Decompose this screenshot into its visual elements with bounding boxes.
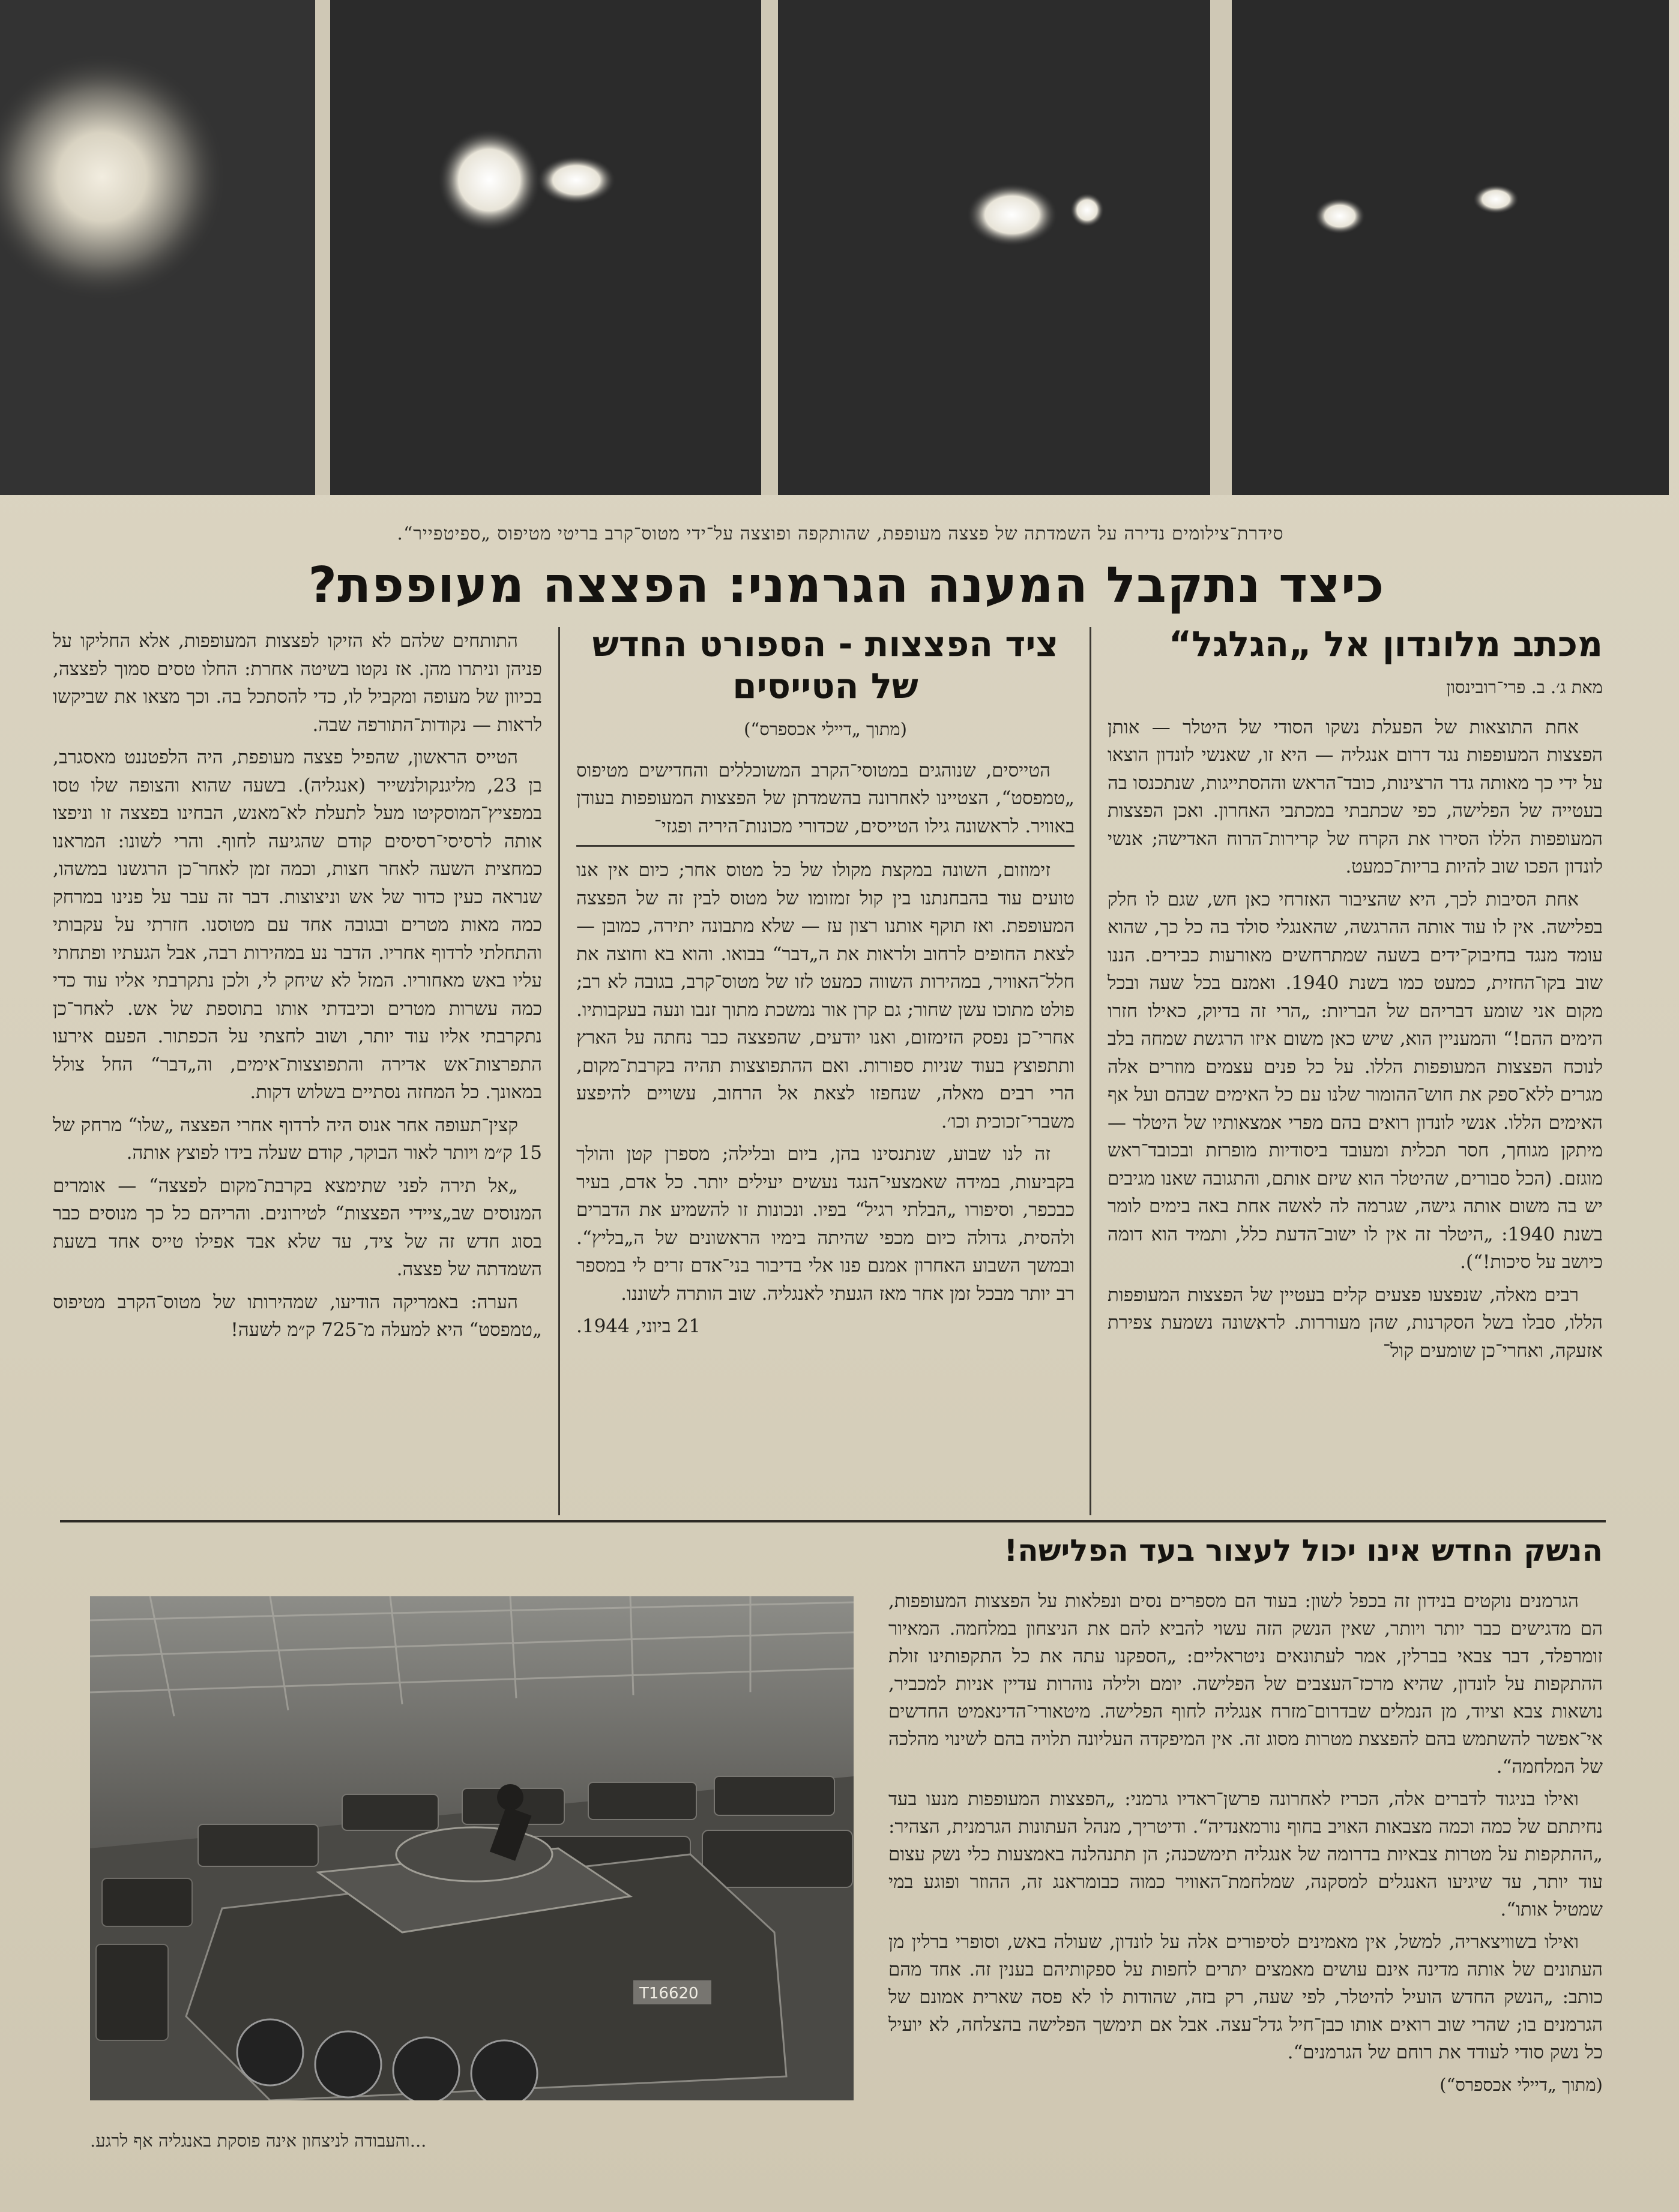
explosion-frame-2 [330, 0, 761, 495]
paragraph: ואילו בשוויצאריה, למשל, אין מאמינים לסיפורים אלה על לונדון, שעולה באש, וסופרי ברלין מן העתונים של אותה מדינה אינם עושים מאמצים יתרים לחפות על ספקותיהם בענין זה. אחד מהם כותב: „הנשק החדש הועיל להיטלר, לפי שעה, רק בזה, שהודות לו לא פסה שארית אמונם של הגרמנים בו; שהרי שוב רואים אותו כבן־חיל גדל־עצה. אבל אם תימשך הפלישה בהצלחה, לא יועיל כל נשק סודי לעודד את רוחם של הגרמנים“. [888, 1931, 1603, 2063]
paragraph: זימוזום, השונה במקצת מקולו של כל מטוס אחר; כיום אין אנו טועים עוד בהבחנתנו בין קול זמזומו של מטוס לבין זה של הפצצה המעופפת. ואז תוקף אותנו רצון עז — שלא מתבונה יתירה, כמובן — לצאת החופים לרחוב ולראות את ה„דבר“ בבואו. והוא בא וחוצה את חלל־האוויר, במהירות השווה כמעט לזו של מטוס־קרב, בגובה לא רב; פולט מתוכו עשן שחור; גם קרן אור נמשכת מתוך זנבו ונעה בעקבותיו. אחרי־כן נפסק הזימזום, ואנו יודעים, שהפצצה כבר נחתה על הארץ ותתפוצץ בעוד שניות ספורות. ואם ההתפוצצות תהיה בקרבת־מקום, הרי רבים מאלה, שנחפזו לצאת אל הרחוב, עשויים להיפצע משברי־זכוכית וכו׳. [576, 859, 1075, 1132]
paragraph: „אל תירה לפני שתימצא בקרבת־מקום לפצצה“ — אומרים המנוסים שב„ציידי הפצצות“ לטירונים. והריהם כל כך מנוסים כבר בסוג חדש זה של ציד, עד שלא אבד אפילו טייס אחד בשעת השמדתה של פצצה. [53, 1174, 542, 1280]
paragraph: הטייס הראשון, שהפיל פצצה מעופפת, היה הלפטננט מאסגרב, בן 23, מליגנקולנשייר (אנגליה). בשעה שהוא והצופה שלו טסו במפציץ־המוסקיטו מעל לתעלת לא־מאנש, הבחינו בפצצה זו וניפצו אותה לרסיסי־רסיסים קודם שהגיעה לחוף. והרי לשונו: המראנו כמחצית השעה לאחר חצות, וכמה זמן לאחר־כן הרגשנו במשהו, שנראה כעין כדור של אש וניצוצות. דבר זה עבר על פנינו במרחק כמה מאות מטרים ובגובה אחד עם מטוסנו. חזרתי על עקבותי והתחלתי לרדוף אחריו. הדבר נע במהירות רבה, אבל הגעתיו ופתחתי עליו באש מאחוריו. המזל לא שיחק לי, ולכן נתקרבתי אליו עוד כדי כמה עשרות מטרים וכיבדתי אותו בתוספת של אש. לאחר־כן נתקרבתי אליו עוד יותר, ושוב לחצתי על הכפתור. הפעם אירעו התפרצות־אש אדירה והתפוצצות־אימים, וה„דבר“ החל צולל במאונך. כל המחזה נסתיים בשלוש דקות. [53, 747, 542, 1103]
photo-strip [0, 0, 1669, 495]
right-column [1108, 623, 1603, 1369]
paragraph: הערה: באמריקה הודיעו, שמהירותו של מטוס־הקרב מטיפוס „טמפסט“ היא למעלה מ־725 ק״מ לשעה! [53, 1291, 542, 1341]
section-divider [60, 1520, 1606, 1522]
date: 21 ביוני, 1944. [576, 1315, 701, 1337]
photo-caption: ...והעבודה לניצחון אינה פוסקת באנגליה אף לרגע. [90, 2130, 427, 2151]
column-divider [558, 627, 560, 1515]
column-divider [1090, 627, 1091, 1515]
tank-marking: T16620 [639, 1985, 699, 2003]
explosion-frame-3 [778, 0, 1210, 495]
paragraph: ואילו בניגוד לדברים אלה, הכריז לאחרונה פרשן־ראדיו גרמני: „הפצצות המעופפות מנעו בעד נחיתתם של כמה וכמה מצבאות האויב בחוף נורמאנדיה“. ודיטריך, מנהל העתונות הגרמנית, הצהיר: „ההתקפות על מטרות צבאיות בדרומה של אנגליה תימשכנה; הן תתנהלנה באמצעות כלי נשק עצום עוד יותר, עד שיגיעו האנגלים למסקנה, שמלחמת־האוויר כמוה כבומראנג זה, ההוזר ופוגע במי שמטיל אותו“. [888, 1788, 1603, 1920]
date-line [576, 1312, 1075, 1341]
middle-column [576, 623, 1075, 1341]
paragraph: הגרמנים נוקטים בנידון זה בכפל לשון: בעוד הם מספרים נסים ונפלאות על הפצצות המעופפות, הם מדגישים כבר יותר ויותר, שאין הנשק הזה עשוי להביא להם את הניצחון במלחמה. המאיור זומרפלד, דבר צבאי בברלין, אמר לעתונאים ניטראליים: „הספקנו עתה את כל התקפותינו זולת ההתקפות על לונדון, שהיא מרכז־העצבים של הפלישה. יומם ולילה נוהרות עדיין אניות למכביר, נושאות צבא וציוד, מן הנמלים שבדרום־מזרח אנגליה לחוף הפלישה. מיטאורי־הדינאמיט החדשים אי־אפשר להשתמש בהם להפצצת מטרות מסוג זה. אין המיפקדה העליונה תלויה בהם לשינוי מהלכה של המלחמה“. [888, 1590, 1603, 1778]
photo-strip-caption: סידרת־צילומים נדירה על השמדתה של פצצה מעופפת, שהותקפה ופוצצה על־ידי מטוס־קרב בריטי מטיפוס „ספיטפייר“. [397, 523, 1284, 544]
paragraph: אחת הסיבות לכך, היא שהציבור האזרחי כאן חש, שגם לו חלק בפלישה. אין לו עוד אותה ההרגשה, שהאנגלי סולד בה כל כך, שהוא עומד מנגד בחיבוק־ידים בשעה שמתרחשים מאורעות כבירים. הננו שוב בקו־החזית, כמעט כמו בשנת 1940. ואמנם בכל שעה ובכל מקום אני שומע דבריהם של הבריות: „הרי זה בדיוק, כאילו חזרו הימים ההם!“ והמעניין הוא, שיש כאן משום איזו הרגשת שמחה בלב לנוכח הפצצות המעופפות הללו. על כל פנים עצמים מוזרים אלה מגרים ללא־ספק את חוש־ההומור שלנו עם כל האימים שבהם ועל אף האימים הללו. אנשי לונדון רואים בהם מפרי אמצאותיו של היטלר — מיתקן מגוחך, חסר תכלית ומעובד ביסודיות מופרזת ובכובד־ראש מוגזם. (הכל סבורים, שהיטלר הוא שיזם אותם, והתגובה שאנו מגיבים יש בה משום אותה גישה, שגרמה לה לאשה אחת באה בימים לומר בשנת 1940: „היטלר זה אין לו ישוב־הדעת כלל, ותמיד הוא דומה כיושב על סיכות!“). [1108, 888, 1603, 1273]
paragraph: אחת התוצאות של הפעלת נשקו הסודי של היטלר — אותן הפצצות המעופפות נגד דרום אנגליה — היא זו, שאנשי לונדון הוצאו על ידי כך מאותה גדר הרצינות, כובד־הראש וההסתייגות, שנתכנסו בה בעטייה של הפלישה, כפי שכתבתי במכתבי האחרון. ואכן הפצצות המעופפות הללו הסירו את הקרח של קרירות־הרוח האדישה; אנשי לונדון הפכו שוב להיות בריות־כמעט. [1108, 716, 1603, 877]
page-title: כיצד נתקבל המענה הגרמני: הפצצה מעופפת? [308, 557, 1385, 614]
paragraph: זה לנו שבוע, שנתנסינו בהן, ביום ובלילה; מספרן קטן והולך בקביעות, במידה שאמצעי־הנגד נעשים יעילים יותר. כל אדם, בעיר כבכפר, וסיפורו „הבלתי רגיל“ בפיו. ונכונות זו להשמיע את הדברים ולהסית, גדולה כיום מכפי שהיתה בימיו הראשונים של ה„בליץ“. ובמשך השבוע האחרון אמנם פנו אלי בדיבור בני־אדם זרים לי במספר רב יותר מבכל זמן אחר מאז הגעתי לאנגליה. שוב הותרה לשוננו. [576, 1143, 1075, 1305]
right-column-heading: מכתב מלונדון אל „הגלגל“ [1169, 624, 1603, 664]
source-credit: (מתוך „דיילי אכספרס“) [744, 719, 907, 739]
middle-column-heading: ציד הפצצות - הספורט החדש של הטייסים [592, 624, 1059, 706]
intro-divider [576, 845, 1075, 847]
tank-factory-photo [90, 1596, 854, 2100]
source-credit: (מתוך „דיילי אכספרס“) [1439, 2075, 1603, 2095]
paragraph: רבים מאלה, שנפצעו פצעים קלים בעטיין של הפצצות המעופפות הללו, סבלו בשל הסקרנות, שהן מעוררות. לראשונה נשמעת צפירת אזעקה, ואחרי־כן שומעים קול־ [1108, 1284, 1603, 1362]
explosion-frame-4 [1232, 0, 1669, 495]
explosion-frame-1 [0, 0, 315, 495]
section-heading: הנשק החדש אינו יכול לעצור בעד הפלישה! [1004, 1533, 1603, 1568]
intro-paragraph: הטייסים, שנוהגים במטוסי־הקרב המשוכללים והחדישים מטיפוס „טמפסט“, הצטיינו לאחרונה בהשמדתן של הפצצות המעופפות בעודן באוויר. לראשונה גילו הטייסים, שכדורי מכונות־היריה ופגזי־ [576, 759, 1075, 837]
left-column [53, 627, 542, 1349]
byline: מאת ג׳. ב. פרי־רובינסון [1446, 677, 1603, 697]
paragraph: קצין־תעופה אחר אנוס היה לרדוף אחרי הפצצה „שלו“ מרחק של 15 ק״מ ויותר לאור הבוקר, קודם שעלה בידו לפוצץ אותה. [53, 1114, 542, 1164]
paragraph: התותחים שלהם לא הזיקו לפצצות המעופפות, אלא החליקו על פניהן וניתרו מהן. אז נקטו בשיטה אחרת: החלו טסים סמוך לפצצה, בכיוון של מעופה ומקביל לו, כדי להסתכל בה. וכך מצאו את שביקשו לראות — נקודות־התורפה שבה. [53, 630, 542, 736]
bottom-article [888, 1587, 1603, 2099]
